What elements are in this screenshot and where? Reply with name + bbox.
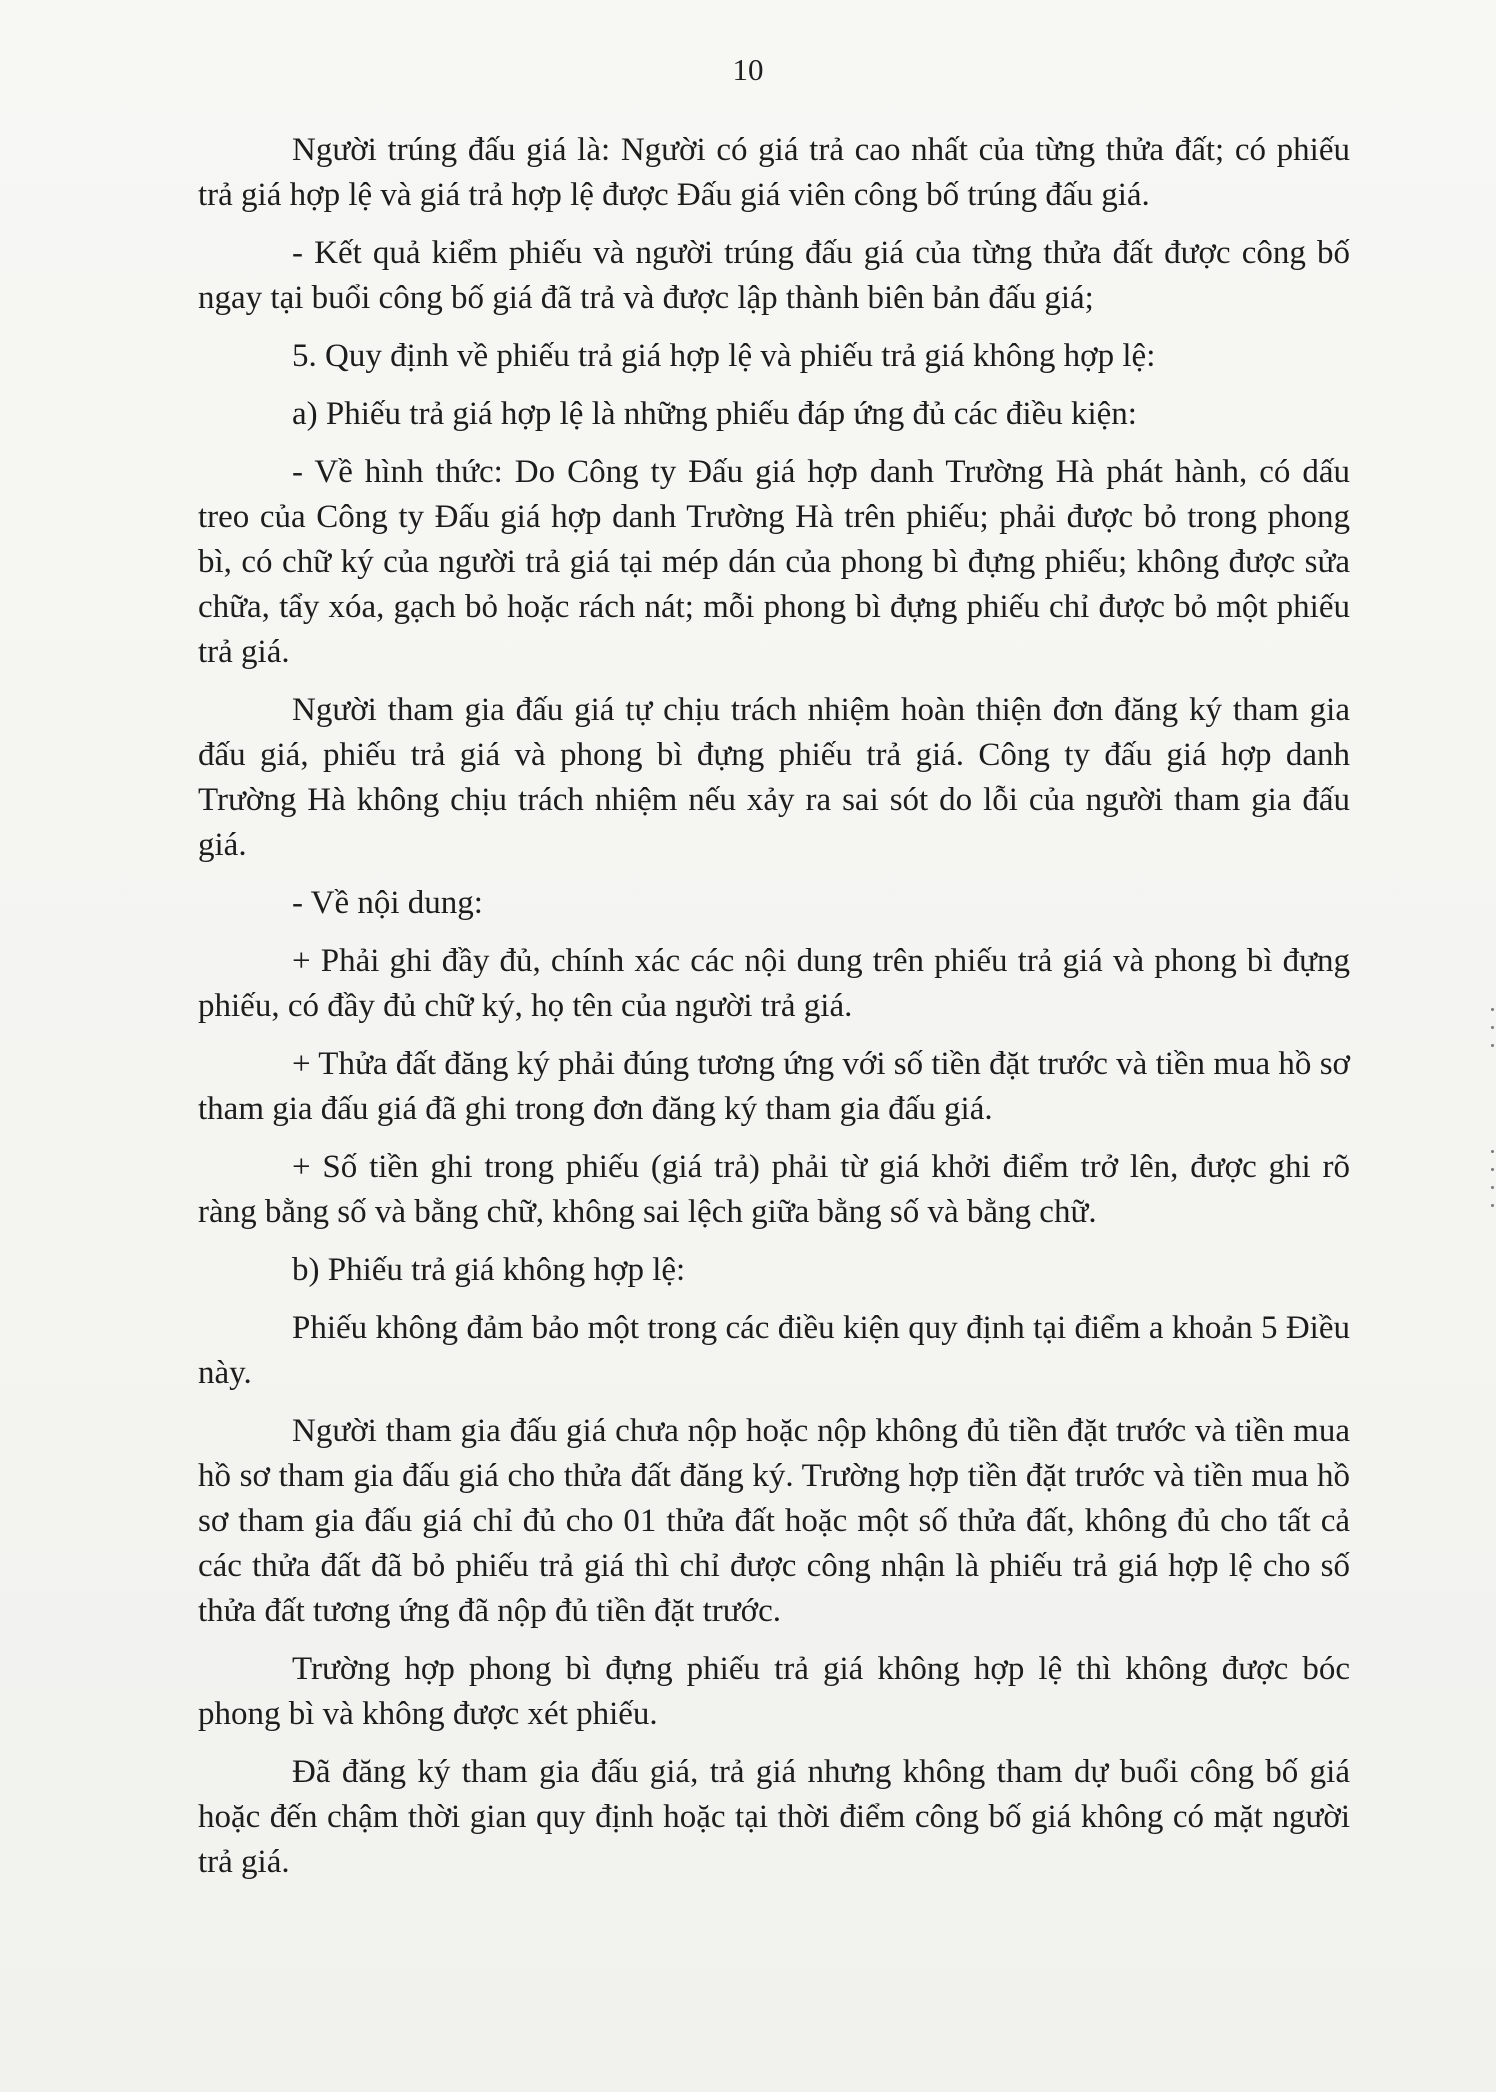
paragraph-content-item-2: + Thửa đất đăng ký phải đúng tương ứng với số tiền đặt trước và tiền mua hồ sơ tham gia đấu giá đã ghi trong đơn đăng ký tham gia đấu giá. bbox=[198, 1046, 1350, 1127]
scan-margin-marks bbox=[1486, 1000, 1496, 1230]
paragraph-invalid-condition: Phiếu không đảm bảo một trong các điều kiện quy định tại điểm a khoản 5 Điều này. bbox=[198, 1310, 1350, 1391]
section-heading-5: 5. Quy định về phiếu trả giá hợp lệ và phiếu trả giá không hợp lệ: bbox=[292, 338, 1156, 374]
paragraph-invalid-envelope: Trường hợp phong bì đựng phiếu trả giá không hợp lệ thì không được bóc phong bì và không được xét phiếu. bbox=[198, 1651, 1350, 1732]
paragraph-winner-definition: Người trúng đấu giá là: Người có giá trả cao nhất của từng thửa đất; có phiếu trả giá hợp lệ và giá trả hợp lệ được Đấu giá viên công bố trúng đấu giá. bbox=[198, 132, 1350, 213]
subsection-heading-b: b) Phiếu trả giá không hợp lệ: bbox=[292, 1252, 686, 1288]
document-body bbox=[198, 128, 1350, 1898]
page-number: 10 bbox=[732, 52, 764, 87]
paragraph-absent-bidder: Đã đăng ký tham gia đấu giá, trả giá nhưng không tham dự buổi công bố giá hoặc đến chậm thời gian quy định hoặc tại thời điểm công bố giá không có mặt người trả giá. bbox=[198, 1754, 1350, 1880]
paragraph-content-heading: - Về nội dung: bbox=[292, 885, 483, 921]
paragraph-content-item-1: + Phải ghi đầy đủ, chính xác các nội dung trên phiếu trả giá và phong bì đựng phiếu, có đầy đủ chữ ký, họ tên của người trả giá. bbox=[198, 943, 1350, 1024]
paragraph-participant-responsibility: Người tham gia đấu giá tự chịu trách nhiệm hoàn thiện đơn đăng ký tham gia đấu giá, phiếu trả giá và phong bì đựng phiếu trả giá. Công ty đấu giá hợp danh Trường Hà không chịu trách nhiệm nếu xảy ra sai sót do lỗi của người tham gia đấu giá. bbox=[198, 692, 1350, 863]
paragraph-deposit-rule: Người tham gia đấu giá chưa nộp hoặc nộp không đủ tiền đặt trước và tiền mua hồ sơ tham gia đấu giá cho thửa đất đăng ký. Trường hợp tiền đặt trước và tiền mua hồ sơ tham gia đấu giá chỉ đủ cho 01 thửa đất hoặc một số thửa đất, không đủ cho tất cả các thửa đất đã bỏ phiếu trả giá thì chỉ được công nhận là phiếu trả giá hợp lệ cho số thửa đất tương ứng đã nộp đủ tiền đặt trước. bbox=[198, 1413, 1350, 1629]
paragraph-content-item-3: + Số tiền ghi trong phiếu (giá trả) phải từ giá khởi điểm trở lên, được ghi rõ ràng bằng số và bằng chữ, không sai lệch giữa bằng số và bằng chữ. bbox=[198, 1149, 1350, 1230]
paragraph-form-requirements: - Về hình thức: Do Công ty Đấu giá hợp danh Trường Hà phát hành, có dấu treo của Công ty Đấu giá hợp danh Trường Hà trên phiếu; phải được bỏ trong phong bì, có chữ ký của người trả giá tại mép dán của phong bì đựng phiếu; không được sửa chữa, tẩy xóa, gạch bỏ hoặc rách nát; mỗi phong bì đựng phiếu chỉ được bỏ một phiếu trả giá. bbox=[198, 454, 1350, 670]
paragraph-result-announcement: - Kết quả kiểm phiếu và người trúng đấu giá của từng thửa đất được công bố ngay tại buổi công bố giá đã trả và được lập thành biên bản đấu giá; bbox=[198, 235, 1350, 316]
subsection-heading-a: a) Phiếu trả giá hợp lệ là những phiếu đáp ứng đủ các điều kiện: bbox=[292, 396, 1137, 432]
